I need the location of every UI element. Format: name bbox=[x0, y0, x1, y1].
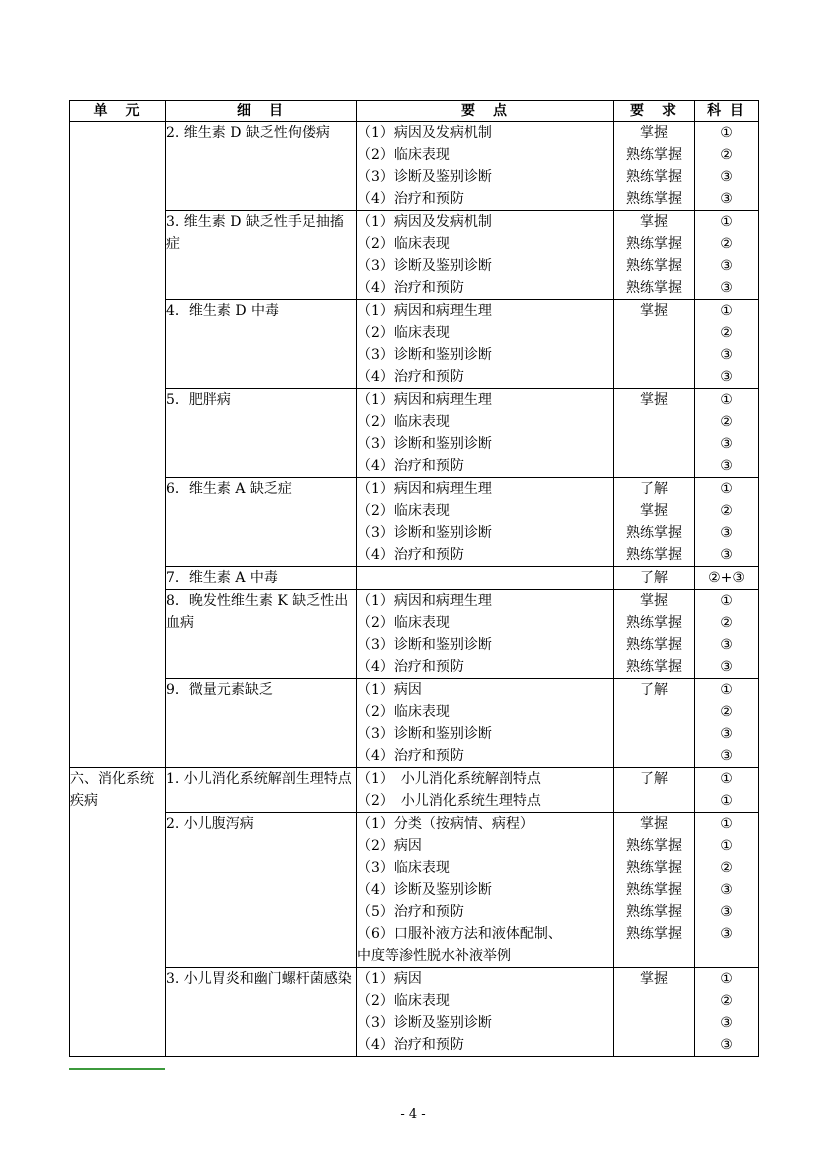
syllabus-table bbox=[69, 100, 759, 1057]
points-cell bbox=[357, 813, 614, 968]
subject-item: ① bbox=[720, 771, 733, 787]
header-subject: 科 目 bbox=[695, 101, 759, 122]
table-row bbox=[70, 567, 759, 590]
requirement-item: 了解 bbox=[640, 570, 668, 586]
subject-item: ② bbox=[720, 704, 733, 720]
point-item: （2）临床表现 bbox=[357, 147, 450, 163]
table-row bbox=[70, 122, 759, 211]
detail-cell: 3. 维生素 D 缺乏性手足抽搐症 bbox=[166, 211, 357, 300]
subject-item: ② bbox=[720, 325, 733, 341]
subject-item: ① bbox=[720, 593, 733, 609]
point-item: （1）病因 bbox=[357, 682, 422, 698]
requirement-item: 熟练掌握 bbox=[626, 926, 682, 942]
table-row bbox=[70, 679, 759, 768]
point-item: （2） 小儿消化系统生理特点 bbox=[357, 793, 541, 809]
subject-item: ③ bbox=[720, 926, 733, 942]
point-item: （3）诊断和鉴别诊断 bbox=[357, 726, 492, 742]
subject-item: ② bbox=[720, 503, 733, 519]
point-item: （3）诊断和鉴别诊断 bbox=[357, 347, 492, 363]
subject-cell bbox=[695, 567, 759, 590]
requirement-item: 熟练掌握 bbox=[626, 547, 682, 563]
point-item: （2）临床表现 bbox=[357, 993, 450, 1009]
requirement-cell: 掌握 bbox=[614, 300, 695, 389]
detail-cell: 4．维生素 D 中毒 bbox=[166, 300, 357, 389]
requirement-cell: 掌握 bbox=[614, 968, 695, 1057]
subject-cell bbox=[695, 813, 759, 968]
subject-item: ③ bbox=[720, 191, 733, 207]
subject-item: ① bbox=[720, 125, 733, 141]
requirement-item: 熟练掌握 bbox=[626, 615, 682, 631]
table-row bbox=[70, 590, 759, 679]
points-cell bbox=[357, 590, 614, 679]
requirement-cell bbox=[614, 813, 695, 968]
point-item: （3）诊断及鉴别诊断 bbox=[357, 258, 492, 274]
requirement-item: 熟练掌握 bbox=[626, 904, 682, 920]
point-item: （2）临床表现 bbox=[357, 503, 450, 519]
subject-item: ③ bbox=[720, 436, 733, 452]
requirement-item: 熟练掌握 bbox=[626, 860, 682, 876]
requirement-cell bbox=[614, 567, 695, 590]
point-item: （3）诊断及鉴别诊断 bbox=[357, 169, 492, 185]
unit-cell bbox=[70, 122, 166, 768]
requirement-cell bbox=[614, 478, 695, 567]
subject-item: ③ bbox=[720, 726, 733, 742]
subject-cell bbox=[695, 211, 759, 300]
point-item: （3）诊断及鉴别诊断 bbox=[357, 1015, 492, 1031]
point-item: 中度等渗性脱水补液举例 bbox=[357, 948, 511, 964]
subject-item: ① bbox=[720, 481, 733, 497]
requirement-item bbox=[614, 945, 694, 967]
subject-item: ③ bbox=[720, 280, 733, 296]
requirement-item: 掌握 bbox=[640, 503, 668, 519]
requirement-item: 掌握 bbox=[640, 593, 668, 609]
point-item: （4）治疗和预防 bbox=[357, 748, 464, 764]
subject-item: ②+③ bbox=[708, 570, 745, 586]
point-item: （5）治疗和预防 bbox=[357, 904, 464, 920]
requirement-item: 掌握 bbox=[640, 214, 668, 230]
points-cell bbox=[357, 478, 614, 567]
point-item: （4）治疗和预防 bbox=[357, 1037, 464, 1053]
requirement-cell bbox=[614, 211, 695, 300]
subject-cell bbox=[695, 122, 759, 211]
point-item: （2）临床表现 bbox=[357, 704, 450, 720]
table-row bbox=[70, 211, 759, 300]
requirement-item: 掌握 bbox=[640, 125, 668, 141]
point-item: （4）治疗和预防 bbox=[357, 280, 464, 296]
point-item: （1）病因及发病机制 bbox=[357, 125, 492, 141]
subject-item: ③ bbox=[720, 1037, 733, 1053]
header-requirement: 要 求 bbox=[614, 101, 695, 122]
point-item: （2）病因 bbox=[357, 838, 422, 854]
points-cell bbox=[357, 211, 614, 300]
points-cell bbox=[357, 567, 614, 590]
header-points: 要 点 bbox=[357, 101, 614, 122]
point-item: （1） 小儿消化系统解剖特点 bbox=[357, 771, 541, 787]
point-item: （4）治疗和预防 bbox=[357, 547, 464, 563]
unit-cell: 六、消化系统疾病 bbox=[70, 768, 166, 1057]
requirement-item: 熟练掌握 bbox=[626, 525, 682, 541]
requirement-item: 熟练掌握 bbox=[626, 280, 682, 296]
detail-cell: 3. 小儿胃炎和幽门螺杆菌感染 bbox=[166, 968, 357, 1057]
subject-cell bbox=[695, 300, 759, 389]
requirement-item: 了解 bbox=[640, 481, 668, 497]
table-row bbox=[70, 968, 759, 1057]
point-item: （2）临床表现 bbox=[357, 414, 450, 430]
detail-cell: 5．肥胖病 bbox=[166, 389, 357, 478]
points-cell bbox=[357, 768, 614, 813]
detail-cell: 1. 小儿消化系统解剖生理特点 bbox=[166, 768, 357, 813]
subject-item: ③ bbox=[720, 169, 733, 185]
requirement-item: 熟练掌握 bbox=[626, 882, 682, 898]
subject-item: ③ bbox=[720, 748, 733, 764]
points-cell bbox=[357, 968, 614, 1057]
point-item: （3）诊断和鉴别诊断 bbox=[357, 436, 492, 452]
subject-item: ③ bbox=[720, 547, 733, 563]
subject-item: ① bbox=[720, 793, 733, 809]
point-item: （1）病因和病理生理 bbox=[357, 392, 492, 408]
subject-item: ② bbox=[720, 615, 733, 631]
subject-item: ③ bbox=[720, 882, 733, 898]
subject-item: ② bbox=[720, 147, 733, 163]
subject-cell bbox=[695, 590, 759, 679]
subject-item bbox=[695, 945, 758, 967]
points-cell bbox=[357, 300, 614, 389]
point-item: （2）临床表现 bbox=[357, 325, 450, 341]
requirement-item: 熟练掌握 bbox=[626, 258, 682, 274]
requirement-item: 熟练掌握 bbox=[626, 191, 682, 207]
points-cell bbox=[357, 679, 614, 768]
subject-cell bbox=[695, 389, 759, 478]
subject-item: ③ bbox=[720, 904, 733, 920]
subject-cell bbox=[695, 768, 759, 813]
point-item: （3）临床表现 bbox=[357, 860, 450, 876]
subject-item: ① bbox=[720, 682, 733, 698]
requirement-item: 熟练掌握 bbox=[626, 236, 682, 252]
point-item: （3）诊断和鉴别诊断 bbox=[357, 525, 492, 541]
requirement-item: 熟练掌握 bbox=[626, 169, 682, 185]
subject-item: ② bbox=[720, 860, 733, 876]
points-cell bbox=[357, 389, 614, 478]
subject-item: ② bbox=[720, 993, 733, 1009]
requirement-cell bbox=[614, 122, 695, 211]
point-item: （1）病因和病理生理 bbox=[357, 481, 492, 497]
subject-item: ② bbox=[720, 236, 733, 252]
point-item: （4）治疗和预防 bbox=[357, 659, 464, 675]
point-item: （4）诊断及鉴别诊断 bbox=[357, 882, 492, 898]
subject-item: ① bbox=[720, 971, 733, 987]
subject-cell bbox=[695, 968, 759, 1057]
requirement-item: 熟练掌握 bbox=[626, 659, 682, 675]
subject-item: ③ bbox=[720, 458, 733, 474]
table-row bbox=[70, 813, 759, 968]
detail-cell: 8．晚发性维生素 K 缺乏性出血病 bbox=[166, 590, 357, 679]
subject-item: ③ bbox=[720, 1015, 733, 1031]
requirement-cell: 掌握 bbox=[614, 389, 695, 478]
requirement-item: 熟练掌握 bbox=[626, 637, 682, 653]
header-unit: 单 元 bbox=[70, 101, 166, 122]
subject-item: ① bbox=[720, 214, 733, 230]
point-item: （4）治疗和预防 bbox=[357, 369, 464, 385]
subject-item: ① bbox=[720, 816, 733, 832]
point-item: （1）病因 bbox=[357, 971, 422, 987]
requirement-cell bbox=[614, 590, 695, 679]
header-row bbox=[70, 101, 759, 122]
subject-item: ③ bbox=[720, 347, 733, 363]
requirement-item: 熟练掌握 bbox=[626, 838, 682, 854]
point-item: （4）治疗和预防 bbox=[357, 458, 464, 474]
subject-item: ① bbox=[720, 303, 733, 319]
point-item: （2）临床表现 bbox=[357, 236, 450, 252]
table-row bbox=[70, 389, 759, 478]
detail-cell: 7．维生素 A 中毒 bbox=[166, 567, 357, 590]
margin-rule bbox=[69, 1068, 165, 1070]
point-item: （6）口服补液方法和液体配制、 bbox=[357, 926, 562, 942]
header-detail: 细 目 bbox=[166, 101, 357, 122]
point-item: （1）病因和病理生理 bbox=[357, 303, 492, 319]
point-item: （3）诊断和鉴别诊断 bbox=[357, 637, 492, 653]
table-row bbox=[70, 300, 759, 389]
subject-item: ② bbox=[720, 414, 733, 430]
detail-cell: 6．维生素 A 缺乏症 bbox=[166, 478, 357, 567]
table-row bbox=[70, 478, 759, 567]
requirement-item: 熟练掌握 bbox=[626, 147, 682, 163]
detail-cell: 9．微量元素缺乏 bbox=[166, 679, 357, 768]
detail-cell: 2. 维生素 D 缺乏性佝偻病 bbox=[166, 122, 357, 211]
page-number: - 4 - bbox=[400, 1107, 426, 1122]
subject-cell bbox=[695, 478, 759, 567]
subject-item: ① bbox=[720, 392, 733, 408]
subject-item: ③ bbox=[720, 637, 733, 653]
point-item: （1）病因和病理生理 bbox=[357, 593, 492, 609]
subject-item: ③ bbox=[720, 258, 733, 274]
point-item: （1）分类（按病情、病程） bbox=[357, 816, 534, 832]
point-item: （4）治疗和预防 bbox=[357, 191, 464, 207]
requirement-item: 掌握 bbox=[640, 816, 668, 832]
subject-item: ① bbox=[720, 838, 733, 854]
subject-item: ③ bbox=[720, 659, 733, 675]
subject-item: ③ bbox=[720, 525, 733, 541]
subject-item: ③ bbox=[720, 369, 733, 385]
points-cell bbox=[357, 122, 614, 211]
table-row bbox=[70, 768, 759, 813]
point-item: （2）临床表现 bbox=[357, 615, 450, 631]
requirement-cell: 了解 bbox=[614, 768, 695, 813]
point-item: （1）病因及发病机制 bbox=[357, 214, 492, 230]
subject-cell bbox=[695, 679, 759, 768]
detail-cell: 2. 小儿腹泻病 bbox=[166, 813, 357, 968]
requirement-cell: 了解 bbox=[614, 679, 695, 768]
